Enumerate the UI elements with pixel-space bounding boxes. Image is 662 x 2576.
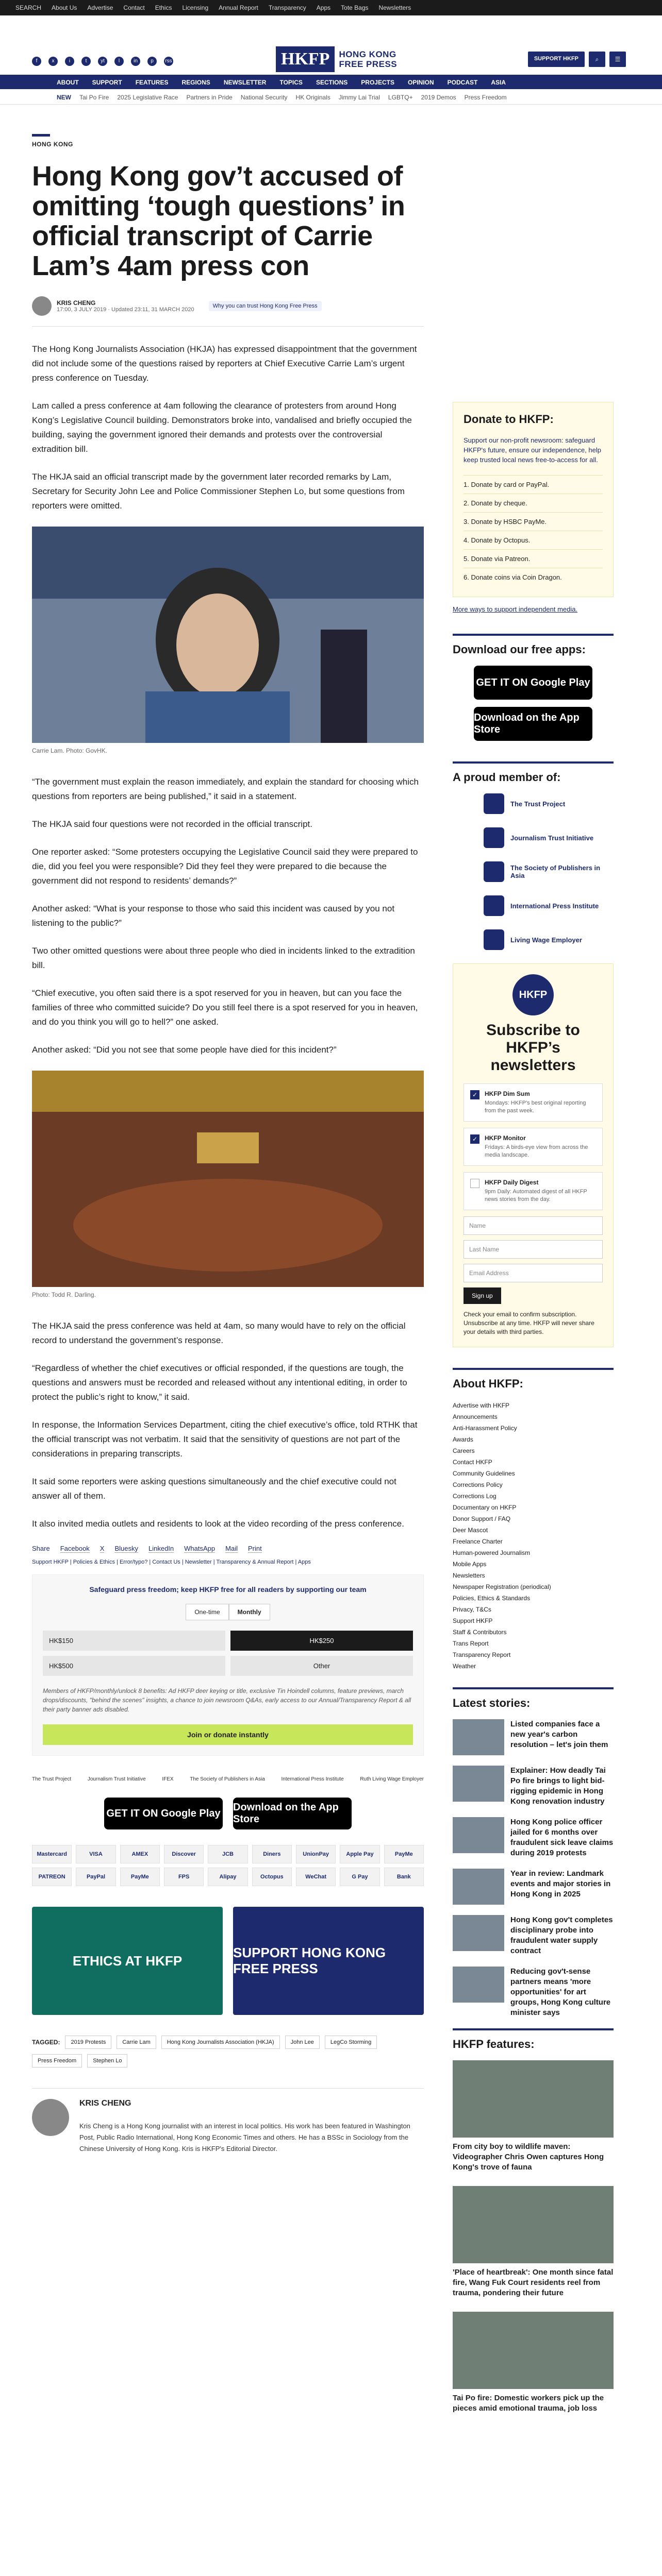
member-label: International Press Institute — [510, 902, 599, 910]
hkfp-logo: HKFP — [512, 974, 554, 1015]
promo-banners — [32, 1907, 424, 2015]
paragraph: “Regardless of whether the chief executives or official responded, if the questions are tough, the questions and answers must be recorded and released without any intentional editing, in order to protect the public’s right to know,” it said. — [32, 1363, 407, 1402]
top-link[interactable]: Contact — [123, 4, 145, 11]
member-item[interactable] — [484, 793, 614, 814]
payment-logo: Bank — [384, 1868, 424, 1886]
about-link[interactable]: Mobile Apps — [453, 1561, 487, 1568]
tag[interactable]: Hong Kong Journalists Association (HKJA) — [161, 2036, 280, 2049]
section-bar — [32, 134, 50, 137]
story-thumbnail — [453, 1869, 504, 1905]
story-item[interactable] — [453, 1719, 614, 1755]
search-icon[interactable]: ⌕ — [589, 52, 605, 67]
main-nav — [0, 75, 662, 89]
story-title: Explainer: How deadly Tai Po fire brings to light bid-rigging epidemic in Hong Kong renovation industry — [510, 1766, 606, 1806]
photo-caption: Photo: Todd R. Darling. — [32, 1291, 96, 1298]
member-title: A proud member of: — [453, 771, 561, 784]
about-link[interactable]: Anti-Harassment Policy — [453, 1425, 517, 1432]
payment-logo: G Pay — [340, 1868, 379, 1886]
article-title: Hong Kong gov’t accused of omitting ‘tough questions’ in official transcript of Carrie Lam’s 4am press con — [32, 161, 405, 281]
nav-item[interactable]: REGIONS — [181, 79, 210, 86]
email-field[interactable]: Email Address — [464, 1264, 603, 1282]
paragraph: In response, the Information Services Department, citing the chief executive’s office, told RTHK that the official transcript was not verbatim. It said that the sensitivity of questions are not part of the considerations in preparing transcripts. — [32, 1420, 418, 1459]
about-link[interactable]: Community Guidelines — [453, 1470, 515, 1477]
option-desc: Fridays: A birds-eye view from across the media landscape. — [485, 1144, 588, 1158]
about-link[interactable]: Policies, Ethics & Standards — [453, 1595, 531, 1602]
share-mail[interactable]: Mail — [225, 1545, 238, 1552]
donate-option[interactable]: 2. Donate by cheque. — [464, 494, 603, 512]
app-buttons — [32, 1798, 424, 1829]
paragraph: It said some reporters were asking questions simultaneously and the chief executive could not answer all of them. — [32, 1477, 396, 1501]
menu-icon[interactable]: ☰ — [609, 52, 626, 67]
donate-option[interactable]: 6. Donate coins via Coin Dragon. — [464, 568, 603, 586]
app-store-button[interactable]: Download on the App Store — [474, 707, 592, 741]
option-name: HKFP Daily Digest — [485, 1179, 539, 1186]
share-label: Share — [32, 1545, 50, 1552]
newsletter-option[interactable] — [464, 1172, 603, 1210]
first-name-field[interactable]: Name — [464, 1216, 603, 1235]
partner-logo[interactable]: International Press Institute — [281, 1776, 344, 1782]
donate-option[interactable]: 3. Donate by HSBC PayMe. — [464, 512, 603, 531]
story-item[interactable] — [453, 1869, 614, 1905]
about-link[interactable]: Staff & Contributors — [453, 1629, 507, 1636]
feature-item[interactable] — [453, 2312, 614, 2414]
tag[interactable]: 2019 Protests — [65, 2036, 111, 2049]
payment-methods — [32, 1845, 424, 1886]
nav-item[interactable]: PODCAST — [447, 79, 478, 86]
about-link[interactable]: Advertise with HKFP — [453, 1402, 510, 1409]
donate-option[interactable]: 4. Donate by Octopus. — [464, 531, 603, 549]
paragraph: The Hong Kong Journalists Association (HKJA) has expressed disappointment that the government did not include some of the questions raised by reporters at Chief Executive Carrie Lam’s urgent press conference on Tuesday. — [32, 344, 417, 383]
story-thumbnail — [453, 1719, 504, 1755]
trend-link[interactable]: 2025 Legislative Race — [117, 94, 178, 101]
new-badge: NEW — [57, 94, 71, 101]
about-link[interactable]: Newspaper Registration (periodical) — [453, 1583, 551, 1590]
support-links[interactable]: Support HKFP | Policies & Ethics | Error/typo? | Contact Us | Newsletter | Transparency & Annual Report | Apps — [32, 1559, 311, 1565]
tag[interactable]: John Lee — [285, 2036, 320, 2049]
nav-item[interactable]: OPINION — [407, 79, 434, 86]
threads-icon[interactable]: t — [81, 57, 91, 66]
payment-logo: VISA — [76, 1845, 115, 1863]
article-photo — [32, 527, 424, 743]
newsletter-title: Subscribe to HKFP’s newsletters — [486, 1022, 580, 1074]
story-title: Year in review: Landmark events and major stories in Hong Kong in 2025 — [510, 1869, 611, 1899]
member-logo-icon — [484, 895, 504, 916]
amount-options — [43, 1631, 413, 1676]
share-bar — [32, 1545, 424, 1553]
monthly-toggle[interactable]: Monthly — [229, 1604, 270, 1620]
checkbox-unchecked-icon[interactable] — [470, 1179, 479, 1188]
member-logo-icon — [484, 861, 504, 882]
about-section — [453, 1368, 614, 1672]
divider — [453, 761, 614, 764]
payment-logo: Octopus — [252, 1868, 292, 1886]
payment-logo: JCB — [208, 1845, 247, 1863]
top-link[interactable]: Transparency — [268, 4, 306, 11]
newsletter-option[interactable] — [464, 1083, 603, 1122]
about-link[interactable]: Donor Support / FAQ — [453, 1515, 511, 1522]
share-bluesky[interactable]: Bluesky — [114, 1545, 138, 1552]
partner-logo[interactable]: The Society of Publishers in Asia — [190, 1776, 265, 1782]
story-thumbnail — [453, 1967, 504, 2003]
article-photo — [32, 1071, 424, 1287]
member-item[interactable] — [484, 827, 614, 848]
feature-item[interactable] — [453, 2060, 614, 2173]
last-name-field[interactable]: Last Name — [464, 1240, 603, 1259]
payment-logo: PayMe — [384, 1845, 424, 1863]
story-item[interactable] — [453, 1817, 614, 1858]
nav-item[interactable]: SECTIONS — [316, 79, 348, 86]
about-list — [453, 1400, 614, 1672]
paragraph: “The government must explain the reason immediately, and explain the standard for choosing which questions from reporters are being published,” it said in a statement. — [32, 777, 419, 801]
nav-item[interactable]: FEATURES — [135, 79, 169, 86]
tag-list — [32, 2036, 424, 2067]
newsletter-box — [453, 963, 614, 1347]
author-name[interactable]: KRIS CHENG — [57, 299, 96, 307]
option-name: HKFP Dim Sum — [485, 1090, 530, 1097]
about-link[interactable]: Freelance Charter — [453, 1538, 503, 1545]
story-thumbnail — [453, 1766, 504, 1802]
ethics-banner[interactable]: ETHICS AT HKFP — [32, 1907, 223, 2015]
x-icon[interactable]: x — [48, 57, 58, 66]
trend-link[interactable]: Tai Po Fire — [79, 94, 109, 101]
story-title: Hong Kong gov't completes disciplinary probe into fraudulent water supply contract — [510, 1916, 613, 1955]
amount-option[interactable]: HK$150 — [43, 1631, 225, 1651]
top-link[interactable]: Ethics — [155, 4, 172, 11]
trend-link[interactable]: LGBTQ+ — [388, 94, 413, 101]
publish-date: 17:00, 3 JULY 2019 · Updated 23:11, 31 MARCH 2020 — [57, 307, 194, 313]
donation-fine-print: Members of HKFP/monthly/unlock 8 benefits: Ad HKFP deer keying or title, exclusive Tin Hoindell columns, feature previews, march drops/discounts, "behind the scenes" insights, a chance to join newsroom Q&As, early access to our Annual/Transparency Report & all their party banner ads disabled. — [43, 1687, 411, 1713]
google-play-button[interactable]: GET IT ON Google Play — [474, 666, 592, 700]
support-banner[interactable]: SUPPORT HONG KONG FREE PRESS — [233, 1907, 424, 2015]
photo-caption: Carrie Lam. Photo: GovHK. — [32, 747, 108, 754]
share-linkedin[interactable]: LinkedIn — [148, 1545, 174, 1552]
story-item[interactable] — [453, 1967, 614, 2018]
paragraph: The HKJA said an official transcript made by the government later recorded remarks by Lam, Secretary for Security John Lee and Police Commissioner Stephen Lo, but some questions from reporters were omitted. — [32, 472, 405, 511]
facebook-icon[interactable]: f — [32, 57, 41, 66]
features-section — [453, 2028, 614, 2414]
partner-logo[interactable]: Journalism Trust Initiative — [87, 1776, 146, 1782]
feature-title: From city boy to wildlife maven: Videographer Chris Owen captures Hong Kong's trove of fauna — [453, 2142, 604, 2172]
divider — [453, 1687, 614, 1689]
about-link[interactable]: Awards — [453, 1436, 473, 1443]
paragraph: The HKJA said the press conference was held at 4am, so many would have to rely on the official record to understand the government’s response. — [32, 1321, 406, 1345]
about-title: About HKFP: — [453, 1377, 523, 1390]
member-logo-icon — [484, 793, 504, 814]
about-link[interactable]: Contact HKFP — [453, 1459, 492, 1466]
share-whatsapp[interactable]: WhatsApp — [184, 1545, 216, 1552]
feature-item[interactable] — [453, 2186, 614, 2298]
latest-stories — [453, 1687, 614, 2018]
payment-logo: Mastercard — [32, 1845, 72, 1863]
top-link[interactable]: Licensing — [182, 4, 209, 11]
photo-carrie-lam — [32, 527, 424, 743]
paragraph: Another asked: “Did you not see that some people have died for this incident?” — [32, 1045, 337, 1055]
tag[interactable]: Press Freedom — [32, 2054, 82, 2067]
logo-line: FREE PRESS — [339, 59, 398, 69]
newsletter-note: Check your email to confirm subscription. Unsubscribe at any time. HKFP will never share your details with third parties. — [464, 1311, 594, 1335]
tags-label: TAGGED: — [32, 2039, 60, 2046]
donate-text[interactable]: Support our non-profit newsroom: safeguard HKFP's future, ensure our independence, help keep trusted local news free-to-access for all. — [464, 436, 601, 464]
social-links — [32, 57, 173, 66]
frequency-toggle — [43, 1604, 413, 1620]
top-bar — [0, 0, 662, 15]
trend-link[interactable]: Jimmy Lai Trial — [338, 94, 380, 101]
paragraph: The HKJA said four questions were not recorded in the official transcript. — [32, 819, 312, 829]
share-facebook[interactable]: Facebook — [60, 1545, 90, 1552]
trend-link[interactable]: HK Originals — [295, 94, 330, 101]
feature-title: 'Place of heartbreak': One month since fatal fire, Wang Fuk Court residents reel from trauma, pondering their future — [453, 2268, 614, 2297]
paragraph: “Chief executive, you often said there is a spot reserved for you in heaven, but can you face the families of three who committed suicide? Do you still feel there is a spot reserved for you in heaven, and do you think you will go to hell?” one asked. — [32, 988, 418, 1027]
about-link[interactable]: Support HKFP — [453, 1617, 493, 1624]
member-logo-icon — [484, 929, 504, 950]
top-links — [15, 4, 411, 11]
paragraph: Two other omitted questions were about three people who died in incidents linked to the extradition bill. — [32, 946, 415, 970]
paragraph: One reporter asked: “Some protesters occupying the Legislative Council said they were prepared to die, did you feel you were responsible? Did they feel they were prepared to die because the government did not respond to residents’ demands?” — [32, 847, 418, 886]
logo[interactable] — [276, 46, 397, 72]
top-link[interactable]: Apps — [316, 4, 331, 11]
payment-logo: FPS — [164, 1868, 204, 1886]
tag[interactable]: LegCo Storming — [325, 2036, 377, 2049]
about-link[interactable]: Newsletters — [453, 1572, 485, 1579]
trend-link[interactable]: Press Freedom — [464, 94, 507, 101]
feature-title: Tai Po fire: Domestic workers pick up the pieces amid emotional trauma, job loss — [453, 2394, 604, 2413]
article — [32, 134, 424, 2155]
divider — [453, 1368, 614, 1370]
trending-bar — [0, 89, 662, 105]
donation-heading: Safeguard press freedom; keep HKFP free for all readers by supporting our team — [89, 1585, 367, 1594]
payment-logo: PATREON — [32, 1868, 72, 1886]
about-link[interactable]: Corrections Policy — [453, 1481, 503, 1488]
nav-item[interactable]: ABOUT — [57, 79, 79, 86]
google-play-button[interactable]: GET IT ON Google Play — [104, 1798, 223, 1829]
logo-line: HONG KONG — [339, 49, 396, 59]
amount-option[interactable]: HK$250 — [230, 1631, 413, 1651]
tag[interactable]: Carrie Lam — [117, 2036, 156, 2049]
app-store-button[interactable]: Download on the App Store — [233, 1798, 352, 1829]
donate-option[interactable]: 1. Donate by card or PayPal. — [464, 475, 603, 494]
logo-box: HKFP — [276, 46, 335, 72]
instagram-icon[interactable]: i — [65, 57, 74, 66]
top-link[interactable]: SEARCH — [15, 4, 42, 11]
member-logo-icon — [484, 827, 504, 848]
nav-item[interactable]: TOPICS — [279, 79, 303, 86]
photo-legco — [32, 1071, 424, 1287]
share-print[interactable]: Print — [247, 1545, 262, 1552]
member-label: Living Wage Employer — [510, 936, 582, 944]
paragraph: It also invited media outlets and residents to look at the video recording of the press conference. — [32, 1519, 404, 1529]
payment-logo: UnionPay — [296, 1845, 336, 1863]
donate-option[interactable]: 5. Donate via Patreon. — [464, 549, 603, 568]
top-link[interactable]: Tote Bags — [341, 4, 369, 11]
feature-list — [453, 2060, 614, 2414]
story-thumbnail — [453, 1915, 504, 1951]
member-label: The Trust Project — [510, 800, 566, 808]
nav-item[interactable]: NEWSLETTER — [223, 79, 267, 86]
top-link[interactable]: About Us — [52, 4, 77, 11]
author-name[interactable]: KRIS CHENG — [79, 2099, 131, 2108]
about-link[interactable]: Weather — [453, 1663, 476, 1670]
author-avatar — [32, 296, 52, 316]
apps-title: Download our free apps: — [453, 643, 586, 656]
trend-link[interactable]: 2019 Demos — [421, 94, 456, 101]
masthead — [0, 15, 662, 75]
checkbox-checked-icon[interactable]: ✓ — [470, 1134, 479, 1144]
about-link[interactable]: Careers — [453, 1447, 475, 1454]
amount-option[interactable]: Other — [230, 1656, 413, 1676]
youtube-icon[interactable]: yt — [98, 57, 107, 66]
member-item[interactable] — [484, 895, 614, 916]
patreon-icon[interactable]: p — [147, 57, 157, 66]
nav-item[interactable]: PROJECTS — [361, 79, 394, 86]
logo-text — [339, 49, 397, 69]
trend-link[interactable]: National Security — [240, 94, 288, 101]
support-button[interactable]: SUPPORT HKFP — [528, 52, 585, 67]
partner-logo[interactable]: The Trust Project — [32, 1776, 72, 1782]
donation-box — [32, 1574, 424, 1756]
side-app-buttons — [453, 666, 614, 741]
story-title: Listed companies face a new year's carbon resolution – let's join them — [510, 1720, 608, 1749]
payment-logo: Diners — [252, 1845, 292, 1863]
author-bio: Kris Cheng is a Hong Kong journalist with an interest in local politics. His work has been featured in Washington Post, Public Radio International, Hong Kong Economic Times and others. He has a BSSc in Sociology from the Chinese University of Hong Kong. Kris is HKFP's Editorial Director. — [79, 2122, 410, 2153]
payment-logo: WeChat — [296, 1868, 336, 1886]
about-link[interactable]: Privacy, T&Cs — [453, 1606, 491, 1613]
about-link[interactable]: Announcements — [453, 1413, 498, 1420]
partner-logo[interactable]: IFEX — [162, 1776, 174, 1782]
paragraph: Lam called a press conference at 4am following the clearance of protesters from around Hong Kong’s Legislative Council building. Demonstrators broke into, vandalised and briefly occupied the building, saying the government ignored their demands and protests over the controversial extradition bill. — [32, 401, 412, 454]
about-link[interactable]: Trans Report — [453, 1640, 489, 1647]
feature-image — [453, 2312, 614, 2389]
divider — [32, 326, 424, 327]
latest-list — [453, 1719, 614, 2018]
partner-logo[interactable]: Ruth Living Wage Employer — [360, 1776, 424, 1782]
story-item[interactable] — [453, 1915, 614, 1956]
top-link[interactable]: Advertise — [87, 4, 113, 11]
author-avatar — [32, 2099, 69, 2136]
feature-image — [453, 2060, 614, 2138]
donate-title: Donate to HKFP: — [464, 413, 554, 426]
divider — [453, 634, 614, 636]
byline — [32, 296, 424, 316]
story-item[interactable] — [453, 1766, 614, 1807]
story-title: Reducing gov't-sense partners means 'more opportunities' for art groups, Hong Kong culture minister says — [510, 1967, 611, 2017]
tag[interactable]: Stephen Lo — [87, 2054, 127, 2067]
option-desc: 9pm Daily: Automated digest of all HKFP news stories from the day. — [485, 1189, 587, 1202]
member-item[interactable] — [484, 929, 614, 950]
share-x[interactable]: X — [100, 1545, 105, 1552]
rss-icon[interactable]: rss — [164, 57, 173, 66]
payment-logo: Apple Pay — [340, 1845, 379, 1863]
one-time-toggle[interactable]: One-time — [186, 1604, 228, 1620]
about-link[interactable]: Transparency Report — [453, 1651, 511, 1658]
story-title: Hong Kong police officer jailed for 6 months over fraudulent sick leave claims during 2019 protests — [510, 1818, 614, 1857]
telegram-icon[interactable]: in — [131, 57, 140, 66]
author-box — [32, 2088, 424, 2155]
divider — [453, 2028, 614, 2030]
feature-image — [453, 2186, 614, 2263]
payment-logo: Discover — [164, 1845, 204, 1863]
top-link[interactable]: Annual Report — [219, 4, 258, 11]
top-link[interactable]: Newsletters — [378, 4, 411, 11]
newsletter-option[interactable] — [464, 1128, 603, 1166]
partner-logos — [32, 1776, 424, 1782]
nav-item[interactable]: ASIA — [491, 79, 506, 86]
story-thumbnail — [453, 1817, 504, 1853]
option-desc: Mondays: HKFP's best original reporting from the past week. — [485, 1100, 586, 1114]
about-link[interactable]: Human-powered Journalism — [453, 1549, 531, 1556]
payment-logo: AMEX — [120, 1845, 160, 1863]
join-button[interactable]: Join or donate instantly — [43, 1724, 413, 1745]
linkedin-icon[interactable]: l — [114, 57, 124, 66]
about-link[interactable]: Documentary on HKFP — [453, 1504, 517, 1511]
latest-title: Latest stories: — [453, 1697, 531, 1709]
member-label: Journalism Trust Initiative — [510, 834, 594, 842]
member-list — [453, 793, 614, 950]
payment-logo: PayMe — [120, 1868, 160, 1886]
option-name: HKFP Monitor — [485, 1134, 526, 1142]
member-label: The Society of Publishers in Asia — [510, 864, 601, 879]
trust-link[interactable]: Why you can trust Hong Kong Free Press — [209, 301, 322, 311]
about-link[interactable]: Deer Mascot — [453, 1527, 488, 1534]
signup-button[interactable]: Sign up — [464, 1287, 501, 1304]
amount-option[interactable]: HK$500 — [43, 1656, 225, 1676]
payment-logo: Alipay — [208, 1868, 247, 1886]
trend-link[interactable]: Partners in Pride — [186, 94, 233, 101]
header-buttons — [528, 52, 626, 67]
payment-logo: PayPal — [76, 1868, 115, 1886]
about-link[interactable]: Corrections Log — [453, 1493, 496, 1500]
nav-item[interactable]: SUPPORT — [92, 79, 122, 86]
sidebar — [453, 402, 614, 2427]
donate-box — [453, 402, 614, 597]
more-ways-link[interactable]: More ways to support independent media. — [453, 605, 578, 613]
paragraph: Another asked: “What is your response to those who said this incident was caused by you not listening to the public?” — [32, 904, 395, 928]
features-title: HKFP features: — [453, 2038, 535, 2050]
section-label[interactable]: HONG KONG — [32, 141, 73, 148]
member-item[interactable] — [484, 861, 614, 882]
checkbox-checked-icon[interactable]: ✓ — [470, 1090, 479, 1099]
